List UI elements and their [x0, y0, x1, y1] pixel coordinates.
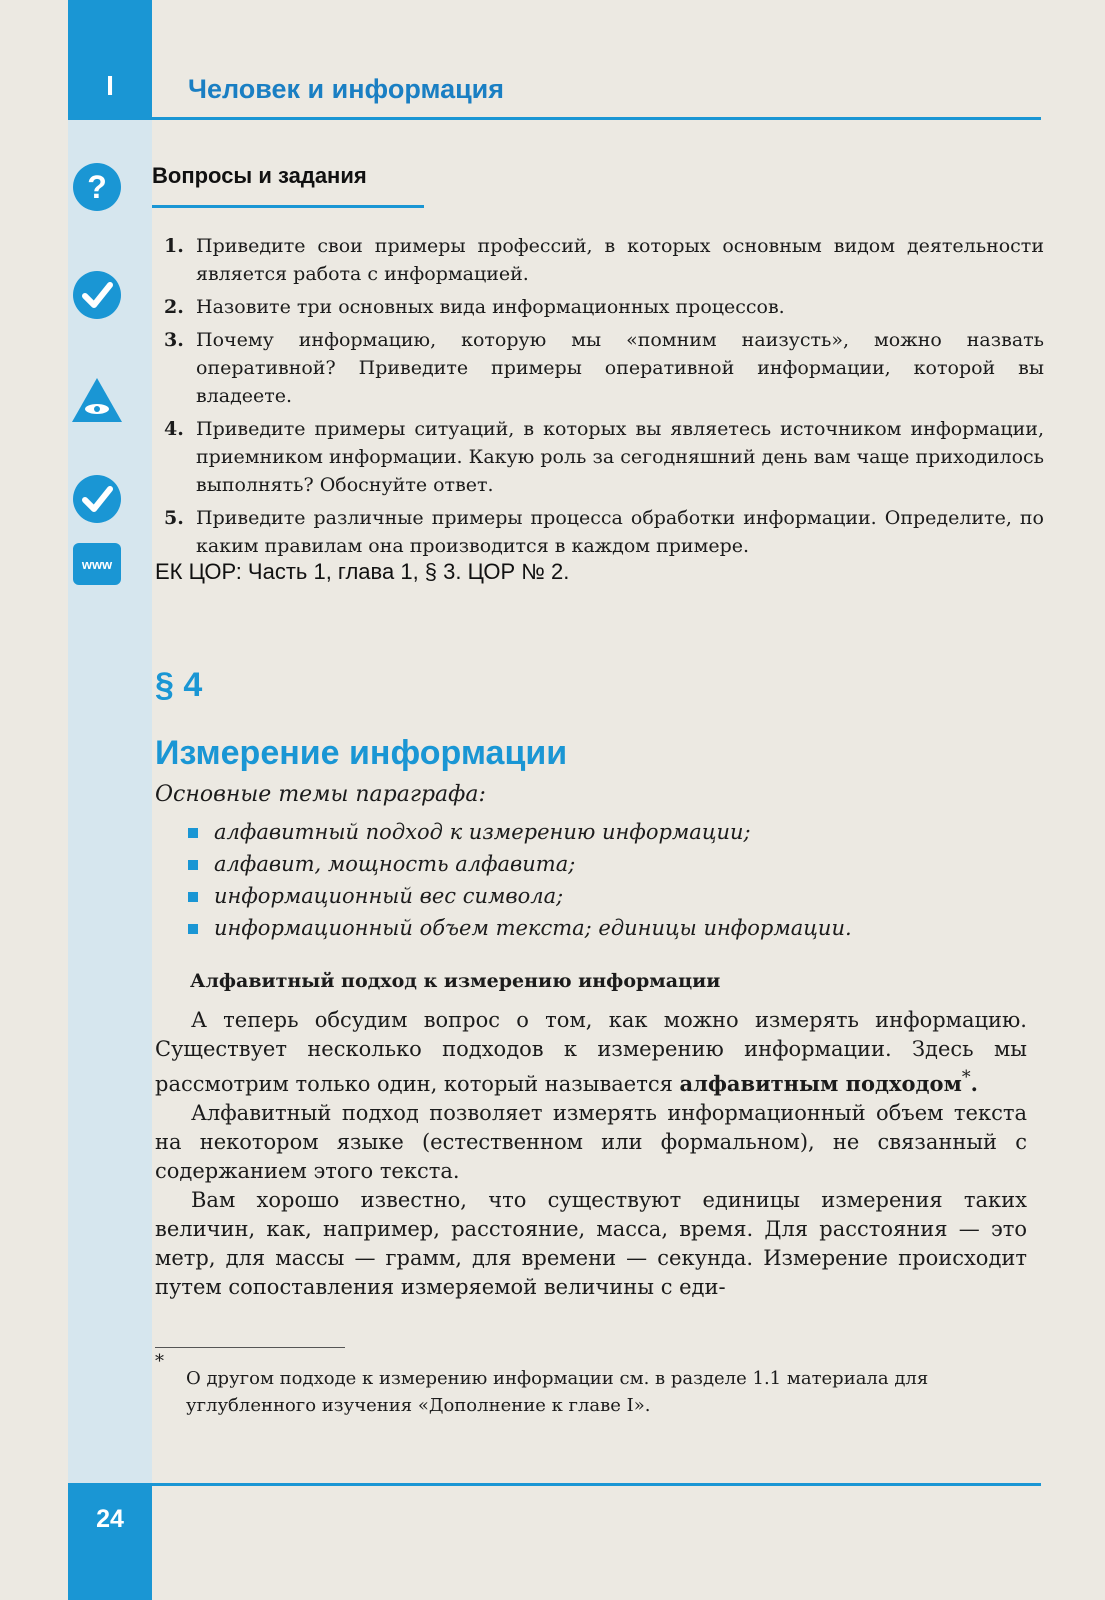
list-item: [164, 415, 1044, 499]
topics-heading: Основные темы параграфа:: [155, 782, 486, 807]
question-text: Почему информацию, которую мы «помним наизусть», можно назвать оперативной? Приведите примеры оперативной информации, которой вы владеете.: [196, 329, 1044, 407]
header-rule: [152, 117, 1041, 120]
footnote-mark: *: [155, 1351, 164, 1372]
question-number: 2.: [164, 296, 184, 318]
bullet-icon: [188, 860, 198, 870]
body-text: [155, 1006, 1027, 1302]
footnote-rule: [155, 1347, 345, 1348]
body-paragraph: А теперь обсудим вопрос о том, как можно измерять информацию. Существует несколько подходов к измерению информации. Здесь мы рассмотрим только один, который называется алфавитным подходом*.: [155, 1008, 1027, 1096]
check-icon: [72, 474, 122, 524]
bullet-icon: [188, 924, 198, 934]
www-icon: [72, 542, 122, 586]
question-number: 1.: [164, 235, 184, 257]
list-item: [164, 504, 1044, 560]
question-icon: [72, 162, 122, 212]
bullet-icon: [188, 892, 198, 902]
question-text: Приведите различные примеры процесса обработки информации. Определите, по каким правилам она производится в каждом примере.: [196, 507, 1044, 557]
topic-text: алфавитный подход к измерению информации;: [214, 820, 751, 844]
check-icon: [72, 270, 122, 320]
body-paragraph: Алфавитный подход позволяет измерять информационный объем текста на некотором языке (естественном или формальном), не связанный с содержанием этого текста.: [155, 1101, 1027, 1183]
topic-text: информационный объем текста; единицы информации.: [214, 916, 852, 940]
question-number: 4.: [164, 418, 184, 440]
list-item: [188, 848, 852, 880]
ecor-reference: ЕК ЦОР: Часть 1, глава 1, § 3. ЦОР № 2.: [155, 559, 570, 584]
topic-text: алфавит, мощность алфавита;: [214, 852, 576, 876]
paragraph-number: § 4: [155, 666, 203, 704]
www-label: www: [81, 557, 113, 572]
footnote-text: О другом подходе к измерению информации см. в разделе 1.1 материала для углубленного изучения «Дополнение к главе I».: [186, 1368, 929, 1416]
chapter-title: Человек и информация: [188, 74, 505, 104]
page-number-tab: [68, 1483, 152, 1600]
paragraph-title: Измерение информации: [155, 734, 568, 772]
topics-list: [188, 816, 852, 944]
topic-text: информационный вес символа;: [214, 884, 564, 908]
question-text: Приведите примеры ситуаций, в которых вы являетесь источником информации, приемником информации. Какую роль за сегодняшний день вам чаще приходилось выполнять? Обоснуйте ответ.: [196, 418, 1044, 496]
footer-rule: [152, 1483, 1041, 1486]
list-item: [188, 816, 852, 848]
list-item: [164, 232, 1044, 288]
body-paragraph: Вам хорошо известно, что существуют единицы измерения таких величин, как, например, расстояние, масса, время. Для расстояния — это метр, для массы — грамм, для времени — секунда. Измерение происходит путем сопоставления измеряемой величины с еди-: [155, 1188, 1027, 1299]
list-item: [188, 880, 852, 912]
subsection-title: Алфавитный подход к измерению информации: [190, 970, 721, 992]
list-item: [164, 326, 1044, 410]
questions-heading-rule: [152, 205, 424, 208]
term-bold: алфавитным подходом: [679, 1071, 962, 1096]
chapter-tab: [68, 0, 152, 120]
questions-list: [164, 232, 1044, 565]
margin-band: [68, 0, 152, 1600]
chapter-tab-label: I: [106, 70, 114, 101]
question-text: Назовите три основных вида информационных процессов.: [196, 296, 785, 318]
question-number: 5.: [164, 507, 184, 529]
footnote-mark: *: [961, 1068, 971, 1088]
question-text: Приведите свои примеры профессий, в которых основным видом деятельности является работа с информацией.: [196, 235, 1044, 285]
questions-heading: Вопросы и задания: [152, 163, 367, 188]
list-item: [164, 293, 1044, 321]
triangle-eye-icon: [70, 375, 124, 425]
question-number: 3.: [164, 329, 184, 351]
page-number: 24: [96, 1505, 124, 1533]
bullet-icon: [188, 828, 198, 838]
list-item: [188, 912, 852, 944]
svg-text:?: ?: [87, 169, 107, 205]
